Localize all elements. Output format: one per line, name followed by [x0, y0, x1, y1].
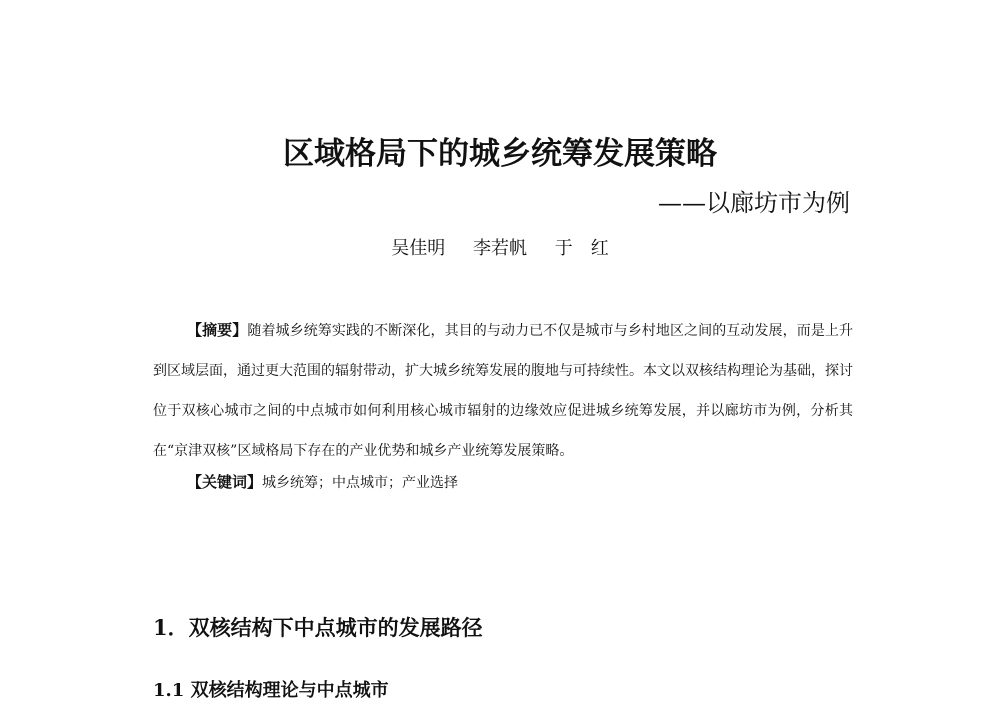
paper-subtitle: ——以廊坊市为例 [658, 189, 850, 217]
paper-title: 区域格局下的城乡统筹发展策略 [283, 136, 717, 172]
author-name: 于 红 [554, 238, 609, 259]
abstract-paragraph [153, 310, 853, 471]
subsection-heading: 1.1 双核结构理论与中点城市 [153, 680, 389, 701]
author-name: 吴佳明 [391, 238, 446, 259]
section-heading: 1．双核结构下中点城市的发展路径 [153, 615, 483, 640]
keywords-label: 【关键词】 [187, 473, 263, 491]
author-list [0, 234, 1000, 260]
keywords-text: 城乡统筹；中点城市；产业选择 [262, 475, 459, 491]
abstract-text: 随着城乡统筹实践的不断深化，其目的与动力已不仅是城市与乡村地区之间的互动发展，而是上升到区域层面，通过更大范围的辐射带动，扩大城乡统筹发展的腹地与可持续性。本文以双核结构理论为基础，探讨位于双核心城市之间的中点城市如何利用核心城市辐射的边缘效应促进城乡统筹发展，并以廊坊市为例，分析其在“京津双核”区域格局下存在的产业优势和城乡产业统筹发展策略。 [153, 323, 853, 459]
keywords-line [187, 464, 458, 501]
author-name: 李若帆 [473, 238, 527, 259]
abstract-label: 【摘要】 [187, 321, 248, 339]
